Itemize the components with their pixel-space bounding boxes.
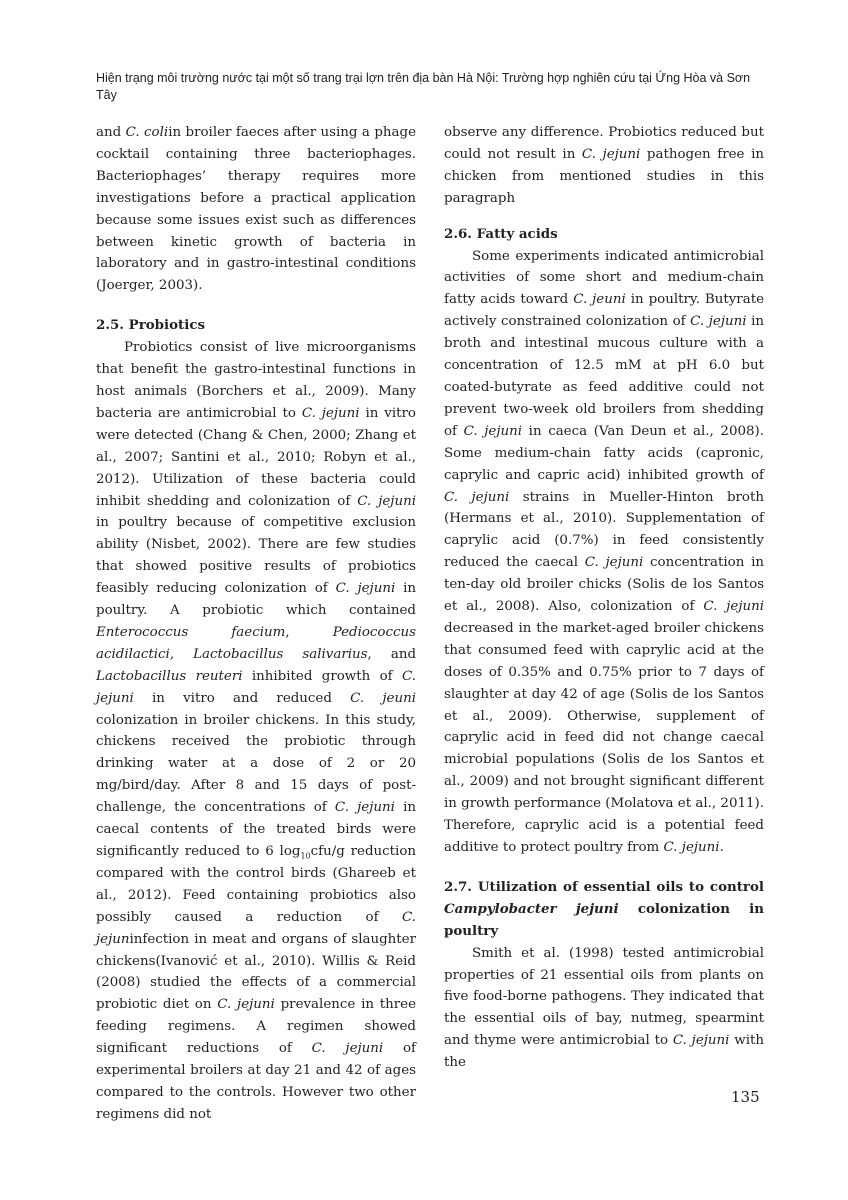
running-header: Hiện trạng môi trường nước tại một số trang trại lợn trên địa bàn Hà Nội: Trường hợp nghiên cứu tại Ứng Hòa và Sơn Tây xyxy=(96,71,751,102)
paragraph-probiotics-continuation: observe any difference. Probiotics reduced but could not result in C. jejuni pathogen free in chicken from mentioned studies in this paragraph xyxy=(444,125,764,206)
left-column xyxy=(96,122,416,1126)
right-column xyxy=(444,122,764,1074)
paragraph-probiotics: Probiotics consist of live microorganisms that benefit the gastro-intestinal functions in host animals (Borchers et al., 2009). Many bacteria are antimicrobial to C. jejuni in vitro were detected (Chang & Chen, 2000; Zhang et al., 2007; Santini et al., 2010; Robyn et al., 2012). Utilization of these bacteria could inhibit shedding and colonization of C. jejuni in poultry because of competitive exclusion ability (Nisbet, 2002). There are few studies that showed positive results of probiotics feasibly reducing colonization of C. jejuni in poultry. A probiotic which contained Enterococcus faecium, Pediococcus acidilactici, Lactobacillus salivarius, and Lactobacillus reuteri inhibited growth of C. jejuni in vitro and reduced C. jeuni colonization in broiler chickens. In this study, chickens received the probiotic through drinking water at a dose of 2 or 20 mg/bird/day. After 8 and 15 days of post-challenge, the concentrations of C. jejuni in caecal contents of the treated birds were significantly reduced to 6 $\log_{10}cfu/g$ reduction compared with the control birds (Ghareeb et al., 2012). Feed containing probiotics also possibly caused a reduction of C. jejuninfection in meat and organs of slaughter chickens(Ivanović et al., 2010). Willis & Reid (2008) studied the effects of a commercial probiotic diet on C. jejuni prevalence in three feeding regimens. A regimen showed significant reductions of C. jejuni of experimental broilers at day 21 and 42 of ages compared to the controls. However two other regimens did not xyxy=(96,340,417,1122)
section-heading-essential-oils: 2.7. Utilization of essential oils to control Campylobacter jejuni colonization in poultry xyxy=(444,878,765,939)
paragraph-fatty-acids: Some experiments indicated antimicrobial activities of some short and medium-chain fatty acids toward C. jeuni in poultry. Butyrate actively constrained colonization of C. jejuni in broth and intestinal mucous culture with a concentration of 12.5 mM at pH 6.0 but coated-butyrate as feed additive could not prevent two-week old broilers from shedding of C. jejuni in caeca (Van Deun et al., 2008). Some medium-chain fatty acids (capronic, caprylic and capric acid) inhibited growth of C. jejuni strains in Mueller-Hinton broth (Hermans et al., 2010). Supplementation of caprylic acid (0.7%) in feed consistently reduced the caecal C. jejuni concentration in ten-day old broiler chicks (Solis de los Santos et al., 2008). Also, colonization of C. jejuni decreased in the market-aged broiler chickens that consumed feed with caprylic acid at the doses of 0.35% and 0.75% prior to 7 days of slaughter at day 42 of age (Solis de los Santos et al., 2009). Otherwise, supplement of caprylic acid in feed did not change caecal microbial populations (Solis de los Santos et al., 2009) and not brought significant different in growth performance (Molatova et al., 2011). Therefore, caprylic acid is a potential feed additive to protect poultry from C. jejuni. xyxy=(444,248,764,855)
paragraph-essential-oils: Smith et al. (1998) tested antimicrobial properties of 21 essential oils from plants on five food-borne pathogens. They indicated that the essential oils of bay, nutmeg, spearmint and thyme were antimicrobial to C. jejuni with the xyxy=(444,945,764,1071)
section-heading-fatty-acids: 2.6. Fatty acids xyxy=(444,225,558,242)
page-number: 135 xyxy=(731,1088,760,1106)
paragraph-phage-continuation: and C. coliin broiler faeces after using a phage cocktail containing three bacteriophages. Bacteriophages’ therapy requires more investigations before a practical application because some issues exist such as differences between kinetic growth of bacteria in laboratory and in gastro-intestinal conditions (Joerger, 2003). xyxy=(96,125,416,294)
section-heading-probiotics: 2.5. Probiotics xyxy=(96,317,206,334)
